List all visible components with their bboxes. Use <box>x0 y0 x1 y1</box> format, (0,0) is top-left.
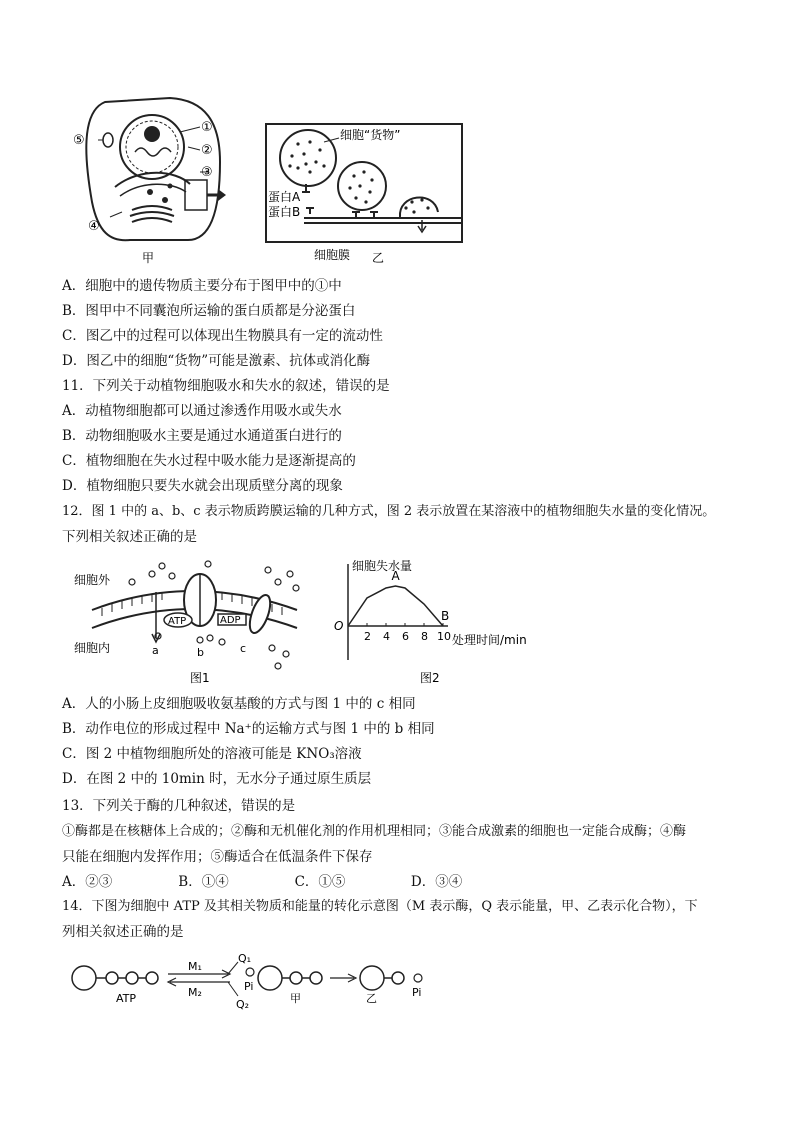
q12-stem-line2: 下列相关叙述正确的是 <box>62 529 197 545</box>
q14-stem-line2: 列相关叙述正确的是 <box>62 924 184 940</box>
q10-option-c: C．图乙中的过程可以体现出生物膜具有一定的流动性 <box>62 328 383 344</box>
label-pi-2: Pi <box>412 986 422 999</box>
label-protein-a: 蛋白A <box>268 190 301 204</box>
caption-yi: 乙 <box>372 251 385 265</box>
label-atp: ATP <box>168 616 187 627</box>
q13-option-b: B．①④ <box>178 874 229 890</box>
marker-4: ④ <box>88 219 100 234</box>
label-cell-membrane: 细胞膜 <box>314 248 351 262</box>
marker-1: ① <box>201 120 213 135</box>
label-jia: 甲 <box>290 992 301 1005</box>
q11-stem: 11．下列关于动植物细胞吸水和失水的叙述，错误的是 <box>62 378 390 394</box>
label-inside: 细胞内 <box>74 641 111 655</box>
caption-fig1: 图1 <box>190 671 210 685</box>
q13-stem: 13．下列关于酶的几种叙述，错误的是 <box>62 798 296 814</box>
figure-2-water-loss-chart <box>330 556 550 692</box>
label-atp-molecule: ATP <box>116 992 137 1005</box>
q11-option-b: B．动物细胞吸水主要是通过水通道蛋白进行的 <box>62 428 342 444</box>
water-loss-curve <box>348 586 443 626</box>
caption-jia: 甲 <box>142 251 155 265</box>
q13-option-a: A．②③ <box>62 874 113 890</box>
q13-body-line2: 只能在细胞内发挥作用；⑤酶适合在低温条件下保存 <box>62 849 373 865</box>
x-tick-label: 8 <box>421 630 428 643</box>
point-b-label: B <box>441 609 450 623</box>
x-tick-label: 4 <box>383 630 390 643</box>
q13-options <box>62 873 462 891</box>
label-q2: Q₂ <box>236 998 250 1011</box>
label-yi: 乙 <box>366 992 377 1005</box>
marker-2: ② <box>201 143 213 158</box>
q12-option-a: A．人的小肠上皮细胞吸收氨基酸的方式与图 1 中的 c 相同 <box>62 696 416 712</box>
origin-label: O <box>334 619 344 633</box>
q11-option-d: D．植物细胞只要失水就会出现质壁分离的现象 <box>62 478 343 494</box>
label-m2: M₂ <box>188 986 202 999</box>
label-b: b <box>197 646 204 659</box>
label-protein-b: 蛋白B <box>268 205 301 219</box>
caption-fig2: 图2 <box>420 671 440 685</box>
x-axis-label: 处理时间/min <box>452 633 527 647</box>
x-tick-label: 6 <box>402 630 409 643</box>
figure-yi-exocytosis <box>264 122 474 272</box>
q11-option-a: A．动植物细胞都可以通过渗透作用吸水或失水 <box>62 403 342 419</box>
q13-option-d: D．③④ <box>410 874 463 890</box>
label-q1: Q₁ <box>238 952 252 965</box>
q10-option-b: B．图甲中不同囊泡所运输的蛋白质都是分泌蛋白 <box>62 303 356 319</box>
x-tick-label: 2 <box>364 630 371 643</box>
marker-3: ③ <box>201 165 213 180</box>
label-adp: ADP <box>220 615 241 626</box>
q12-option-b: B．动作电位的形成过程中 Na⁺的运输方式与图 1 中的 b 相同 <box>62 721 435 737</box>
q12-option-c: C．图 2 中植物细胞所处的溶液可能是 KNO₃溶液 <box>62 746 362 762</box>
label-cell-cargo: 细胞“货物” <box>340 128 401 142</box>
label-m1: M₁ <box>188 960 202 973</box>
q10-option-d: D．图乙中的细胞“货物”可能是激素、抗体或消化酶 <box>62 353 371 369</box>
q12-option-d: D．在图 2 中的 10min 时，无水分子通过原生质层 <box>62 771 372 787</box>
y-axis-label: 细胞失水量 <box>352 559 413 573</box>
marker-5: ⑤ <box>73 133 85 148</box>
q13-option-c: C．①⑤ <box>294 874 346 890</box>
q12-stem-line1: 12．图 1 中的 a、b、c 表示物质跨膜运输的几种方式，图 2 表示放置在某溶液中的植物细胞失水量的变化情况。 <box>62 504 716 519</box>
q10-option-a: A．细胞中的遗传物质主要分布于图甲中的①中 <box>62 278 342 294</box>
figure-atp-conversion <box>68 950 438 1012</box>
q13-body-line1: ①酶都是在核糖体上合成的；②酶和无机催化剂的作用机理相同；③能合成激素的细胞也一定能合成酶；④酶 <box>62 824 687 839</box>
label-outside: 细胞外 <box>74 573 111 587</box>
label-c: c <box>240 642 247 655</box>
point-a-label: A <box>391 569 400 583</box>
label-a: a <box>152 644 159 657</box>
label-pi-1: Pi <box>244 980 254 993</box>
figure-1-membrane-transport <box>72 552 312 692</box>
figure-jia-cell-diagram <box>70 92 235 272</box>
q14-stem-line1: 14．下图为细胞中 ATP 及其相关物质和能量的转化示意图（M 表示酶，Q 表示能量，甲、乙表示化合物），下 <box>62 899 698 914</box>
x-tick-label: 10 <box>437 630 451 643</box>
q11-option-c: C．植物细胞在失水过程中吸水能力是逐渐提高的 <box>62 453 356 469</box>
